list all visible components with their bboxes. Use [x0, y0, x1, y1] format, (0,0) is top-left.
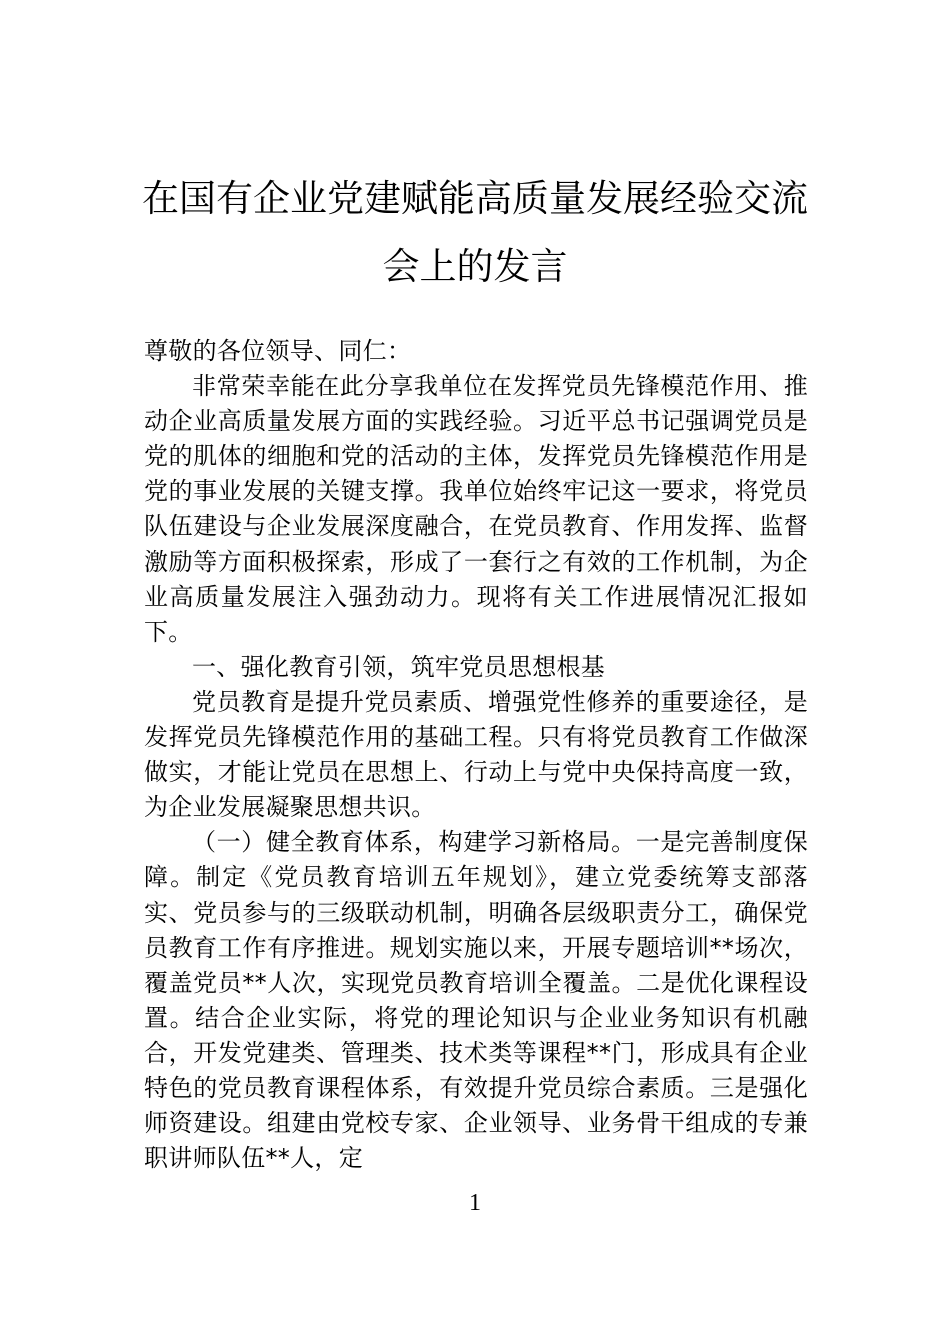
- document-body: [144, 334, 808, 1176]
- subsection-1-paragraph: （一）健全教育体系，构建学习新格局。一是完善制度保障。制定《党员教育培训五年规划》，建立党委统筹支部落实、党员参与的三级联动机制，明确各层级职责分工，确保党员教育工作有序推进。规划实施以来，开展专题培训**场次，覆盖党员**人次，实现党员教育培训全覆盖。二是优化课程设置。结合企业实际，将党的理论知识与企业业务知识有机融合，开发党建类、管理类、技术类等课程**门，形成具有企业特色的党员教育课程体系，有效提升党员综合素质。三是强化师资建设。组建由党校专家、企业领导、业务骨干组成的专兼职讲师队伍**人，定: [144, 828, 808, 1173]
- intro-paragraph: 非常荣幸能在此分享我单位在发挥党员先锋模范作用、推动企业高质量发展方面的实践经验。习近平总书记强调党员是党的肌体的细胞和党的活动的主体，发挥党员先锋模范作用是党的事业发展的关键支撑。我单位始终牢记这一要求，将党员队伍建设与企业发展深度融合，在党员教育、作用发挥、监督激励等方面积极探索，形成了一套行之有效的工作机制，为企业高质量发展注入强劲动力。现将有关工作进展情况汇报如下。: [144, 372, 808, 646]
- document-title-line-1: 在国有企业党建赋能高质量发展经验交流: [142, 177, 808, 220]
- section-heading-1: 一、强化教育引领，筑牢党员思想根基: [192, 652, 606, 681]
- section-1-intro-paragraph: 党员教育是提升党员素质、增强党性修养的重要途径，是发挥党员先锋模范作用的基础工程。只有将党员教育工作做深做实，才能让党员在思想上、行动上与党中央保持高度一致，为企业发展凝聚思想共识。: [144, 687, 808, 822]
- page-number: 1: [469, 1190, 481, 1216]
- salutation: 尊敬的各位领导、同仁：: [144, 337, 412, 365]
- document-title-line-2: 会上的发言: [382, 245, 568, 288]
